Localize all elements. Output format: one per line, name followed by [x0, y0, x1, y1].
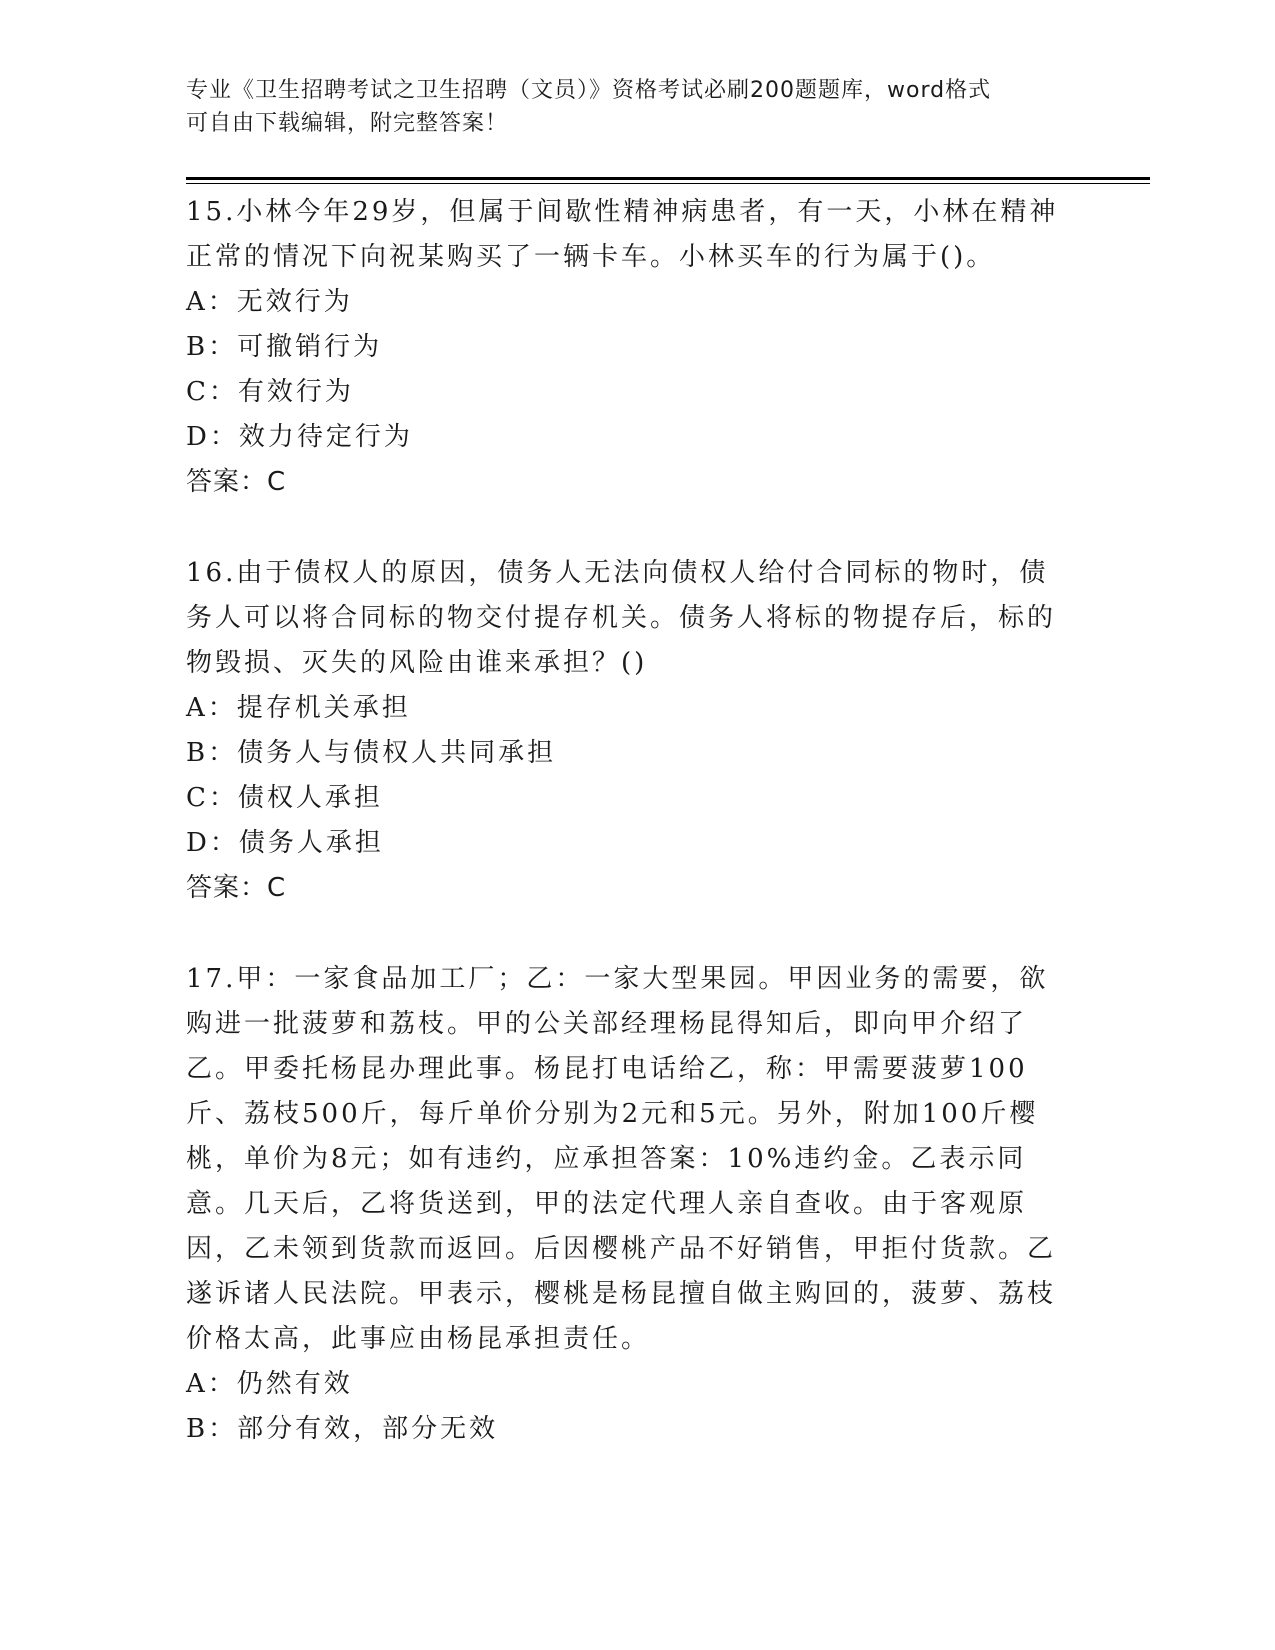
header-divider-thin	[186, 183, 1150, 184]
option-d: D：效力待定行为	[186, 422, 413, 452]
document-header	[186, 74, 1086, 140]
question-15	[186, 190, 1076, 505]
question-stem: 15.小林今年29岁，但属于间歇性精神病患者，有一天，小林在精神正常的情况下向祝某购买了一辆卡车。小林买车的行为属于()。	[186, 197, 1059, 272]
option-b: B：可撤销行为	[186, 332, 383, 362]
option-a: A：仍然有效	[186, 1369, 353, 1399]
option-d: D：债务人承担	[186, 828, 384, 858]
option-a: A：无效行为	[186, 287, 353, 317]
option-a: A：提存机关承担	[186, 693, 411, 723]
answer: 答案：C	[186, 873, 287, 903]
header-line-2: 可自由下载编辑，附完整答案！	[186, 111, 509, 136]
header-line-1: 专业《卫生招聘考试之卫生招聘（文员）》资格考试必刷200题题库，word格式	[186, 78, 992, 103]
question-16	[186, 551, 1076, 911]
question-list	[186, 190, 1076, 1498]
option-b: B：部分有效，部分无效	[186, 1414, 499, 1444]
option-b: B：债务人与债权人共同承担	[186, 738, 557, 768]
header-divider-thick	[186, 177, 1150, 180]
question-stem: 17.甲：一家食品加工厂；乙：一家大型果园。甲因业务的需要，欲购进一批菠萝和荔枝。甲的公关部经理杨昆得知后，即向甲介绍了乙。甲委托杨昆办理此事。杨昆打电话给乙，称：甲需要菠萝100斤、荔枝500斤，每斤单价分别为2元和5元。另外，附加100斤樱桃，单价为8元；如有违约，应承担答案：10%违约金。乙表示同意。几天后，乙将货送到，甲的法定代理人亲自查收。由于客观原因，乙未领到货款而返回。后因樱桃产品不好销售，甲拒付货款。乙遂诉诸人民法院。甲表示，樱桃是杨昆擅自做主购回的，菠萝、荔枝价格太高，此事应由杨昆承担责任。	[186, 964, 1057, 1354]
question-stem: 16.由于债权人的原因，债务人无法向债权人给付合同标的物时，债务人可以将合同标的物交付提存机关。债务人将标的物提存后，标的物毁损、灭失的风险由谁来承担？()	[186, 558, 1057, 678]
option-c: C：有效行为	[186, 377, 354, 407]
question-17	[186, 957, 1076, 1452]
option-c: C：债权人承担	[186, 783, 383, 813]
answer: 答案：C	[186, 467, 287, 497]
